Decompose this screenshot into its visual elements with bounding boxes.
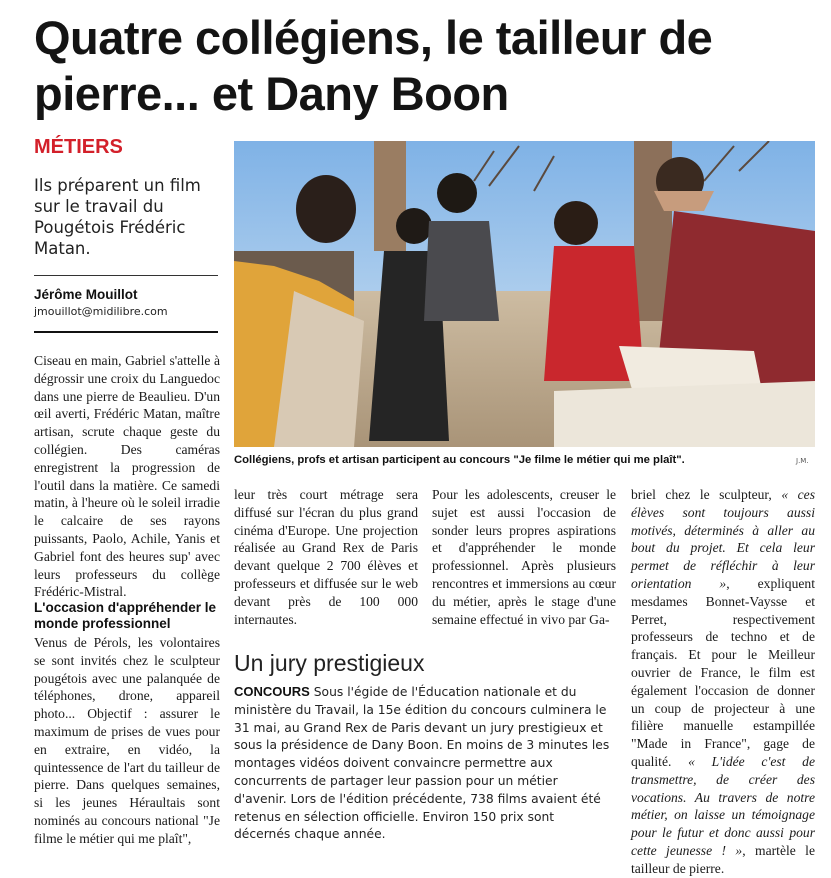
rubric-label: MÉTIERS [34, 136, 123, 158]
photo-credit: J.M. [796, 457, 809, 465]
photo-caption: Collégiens, profs et artisan participent au concours "Je filme le métier qui me plaît". [234, 454, 685, 466]
body-column-2: leur très court métrage sera diffusé sur l'écran du plus grand cinéma d'Europe. Une projection réalisée au Grand Rex de Paris devant quelque 2 700 élèves et professeurs et diffusée sur le web devant près de 100 000 internautes. [234, 487, 418, 627]
body-column-4 [631, 486, 815, 878]
divider [34, 331, 218, 333]
column-4-text: briel chez le sculpteur, [631, 487, 782, 502]
section-subhead: L'occasion d'appréhender le monde professionnel [34, 600, 216, 631]
headline: Quatre collégiens, le tailleur de pierre... et Dany Boon [34, 11, 713, 120]
body-column-3: Pour les adolescents, creuser le sujet est aussi l'occasion de sonder leurs propres aspirations et d'appréhender le monde professionnel. Après plusieurs rencontres et immersions au cœur du métier, après le stage d'une semaine effectué in vivo par Ga- [432, 487, 616, 627]
box-title: Un jury prestigieux [234, 650, 425, 676]
deck-summary: Ils préparent un film sur le travail du Pougétois Frédéric Matan. [34, 176, 201, 258]
box-tag: CONCOURS [234, 684, 310, 699]
divider [34, 275, 218, 276]
body-column-1: Ciseau en main, Gabriel s'attelle à dégrossir une croix du Languedoc dans une pierre de Beaulieu. D'un œil averti, Frédéric Matan, maître artisan, scrute chaque geste du collégien. Des caméras enregistrent la progression de l'outil dans la matière. Ce samedi matin, à l'heure où le soleil irradie le calcaire de ses rayons puissants, Paolo, Achile, Yanis et Gabriel font des heures sup' avec leurs professeurs du collège Frédéric-Mistral. [34, 353, 220, 600]
quote-1: « ces élèves sont toujours aussi motivés, déterminés à aller au bout du projet. Et cela leur permet de réfléchir à leur orientation » [631, 487, 815, 591]
box-text [234, 683, 614, 844]
box-body: Sous l'égide de l'Éducation nationale et du ministère du Travail, la 15e édition du concours culminera le 31 mai, au Grand Rex de Paris devant un jury prestigieux et sous la présidence de Dany Boon. En moins de 3 minutes les montages vidéos doivent convaincre permettre aux concurrents de partager leur passion pour un métier d'avenir. Lors de l'édition précédente, 738 films avaient été retenus en sélection officielle. Environ 150 prix sont décernés chaque année. [234, 685, 610, 842]
photo-illustration [234, 141, 815, 447]
quote-2: « L'idée c'est de transmettre, de créer des vocations. Au travers de notre métier, on laisse un témoignage pour le futur et donc aussi pour cette jeunesse ! » [631, 753, 815, 858]
author-name: Jérôme Mouillot [34, 287, 138, 302]
body-column-1-continued: Venus de Pérols, les volontaires se sont invités chez le sculpteur pougétois avec une palanquée de téléphones, drone, appareil photo... Objectif : assurer le maximum de prises de vues pour en extraire, en vidéo, la quintessence de l'art du tailleur de pierre. Dans quelques semaines, si les jeunes Héraultais sont nominés au concours national "Je filme le métier qui me plaît", [34, 635, 220, 846]
author-email[interactable]: jmouillot@midilibre.com [34, 305, 168, 318]
column-4-text: , martèle le tailleur de pierre. [631, 842, 815, 876]
column-4-text: , expliquent mesdames Bonnet-Vaysse et Perret, respectivement professeurs de techno et de français. Et pour le Meilleur ouvrier de France, le film est également l'occasion de donner un coup de projecteur à une filière manuelle estampillée "Made in France", gage de qualité. [631, 575, 815, 769]
article-photo [234, 141, 815, 447]
